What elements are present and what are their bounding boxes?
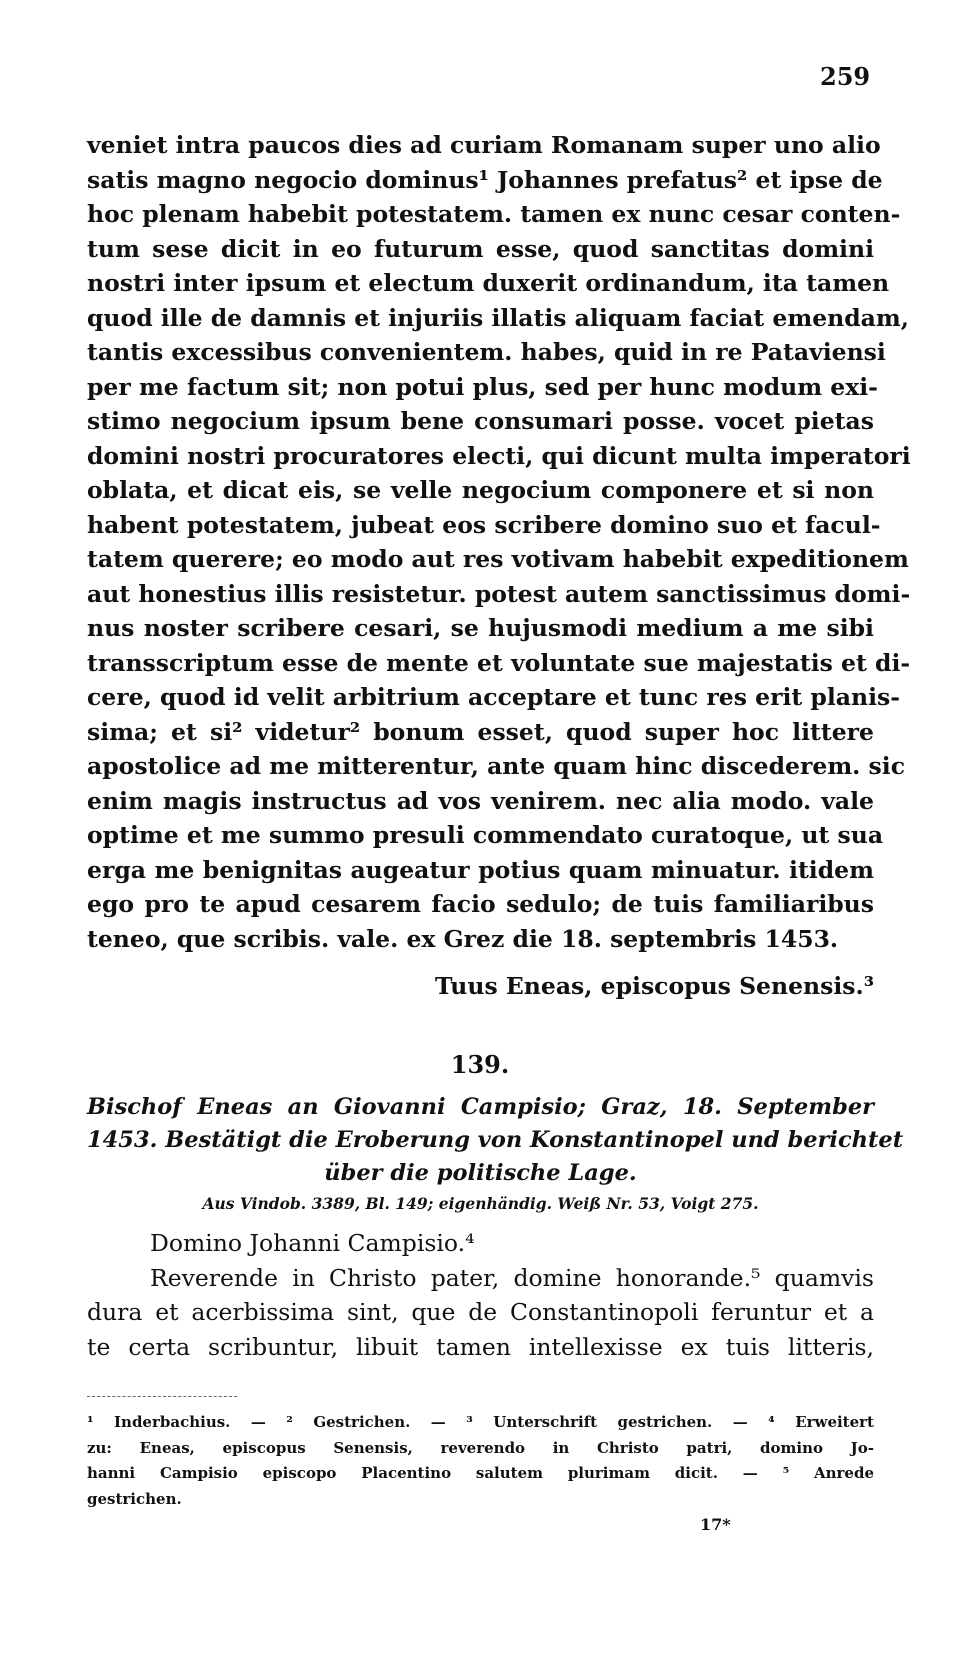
text-line: satis magno negocio dominus¹ Johannes prefatus² et ipse de bbox=[87, 165, 883, 194]
text-line: tantis excessibus convenientem. habes, quid in re Pataviensi bbox=[87, 338, 886, 366]
document-source: Aus Vindob. 3389, Bl. 149; eigenhändig. Weiß Nr. 53, Voigt 275. bbox=[202, 1194, 759, 1213]
text-line: tatem querere; eo modo aut res votivam habebit expeditionem bbox=[87, 545, 909, 573]
footnote-line: ¹ Inderbachius. — ² Gestrichen. — ³ Unterschrift gestrichen. — ⁴ Erweitert bbox=[87, 1413, 874, 1431]
footnote-line: gestrichen. bbox=[87, 1489, 182, 1508]
text-line: apostolice ad me mitterentur, ante quam hinc discederem. sic bbox=[87, 752, 906, 780]
text-line: habent potestatem, jubeat eos scribere domino suo et facul- bbox=[87, 510, 881, 539]
footnote-line: hanni Campisio episcopo Placentino salutem plurimam dicit. — ⁵ Anrede bbox=[87, 1464, 874, 1482]
footnote-divider bbox=[87, 1396, 237, 1397]
heading-line: 1453. Bestätigt die Eroberung von Konstantinopel und berichtet bbox=[87, 1127, 904, 1153]
footnote-line: zu: Eneas, episcopus Senensis, reverendo in Christo patri, domino Jo- bbox=[87, 1438, 874, 1457]
text-line: hoc plenam habebit potestatem. tamen ex nunc cesar conten- bbox=[87, 200, 901, 228]
letter-2-body bbox=[87, 1226, 874, 1364]
footnotes bbox=[87, 1410, 874, 1512]
text-line: transscriptum esse de mente et voluntate sue majestatis et di- bbox=[87, 648, 911, 677]
text-line: veniet intra paucos dies ad curiam Romanam super uno alio bbox=[87, 131, 881, 159]
text-line: optime et me summo presuli commendato curatoque, ut sua bbox=[87, 821, 884, 849]
signature: Tuus Eneas, episcopus Senensis.³ bbox=[434, 972, 874, 1000]
text-line: quod ille de damnis et injuriis illatis aliquam faciat emendam, bbox=[87, 303, 909, 332]
page-number: 259 bbox=[820, 62, 871, 91]
text-line: oblata, et dicat eis, se velle negocium componere et si non bbox=[87, 476, 874, 504]
text-line: cere, quod id velit arbitrium acceptare et tunc res erit planis- bbox=[87, 683, 901, 711]
text-line: sima; et si² videtur² bonum esset, quod super hoc littere bbox=[87, 717, 874, 746]
text-line: stimo negocium ipsum bene consumari posse. vocet pietas bbox=[87, 407, 874, 435]
text-line: Reverende in Christo pater, domine honorande.⁵ quamvis bbox=[150, 1263, 874, 1292]
text-line: te certa scribuntur, libuit tamen intellexisse ex tuis litteris, bbox=[87, 1332, 874, 1361]
letter-body bbox=[87, 128, 911, 956]
signature-mark: 17* bbox=[700, 1515, 731, 1534]
text-line: enim magis instructus ad vos venirem. nec alia modo. vale bbox=[87, 786, 874, 815]
text-line: tum sese dicit in eo futurum esse, quod sanctitas domini bbox=[87, 234, 874, 263]
document-heading bbox=[87, 1091, 904, 1190]
text-line: per me factum sit; non potui plus, sed per hunc modum exi- bbox=[87, 372, 878, 401]
text-line: erga me benignitas augeatur potius quam minuatur. itidem bbox=[87, 855, 874, 884]
text-line: nus noster scribere cesari, se hujusmodi medium a me sibi bbox=[87, 614, 874, 642]
text-line: domini nostri procuratores electi, qui dicunt multa imperatori bbox=[87, 441, 911, 470]
text-line: aut honestius illis resistetur. potest autem sanctissimus domi- bbox=[87, 579, 911, 608]
heading-line: über die politische Lage. bbox=[324, 1160, 637, 1186]
text-line: nostri inter ipsum et electum duxerit ordinandum, ita tamen bbox=[87, 269, 890, 297]
heading-line: Bischof Eneas an Giovanni Campisio; Graz, 18. September bbox=[87, 1094, 874, 1120]
text-line: dura et acerbissima sint, que de Constantinopoli feruntur et a bbox=[87, 1298, 874, 1326]
text-line: ego pro te apud cesarem facio sedulo; de tuis familiaribus bbox=[87, 890, 874, 918]
salutation: Domino Johanni Campisio.⁴ bbox=[150, 1229, 475, 1257]
text-line: teneo, que scribis. vale. ex Grez die 18. septembris 1453. bbox=[87, 924, 839, 953]
document-number: 139. bbox=[450, 1050, 510, 1079]
